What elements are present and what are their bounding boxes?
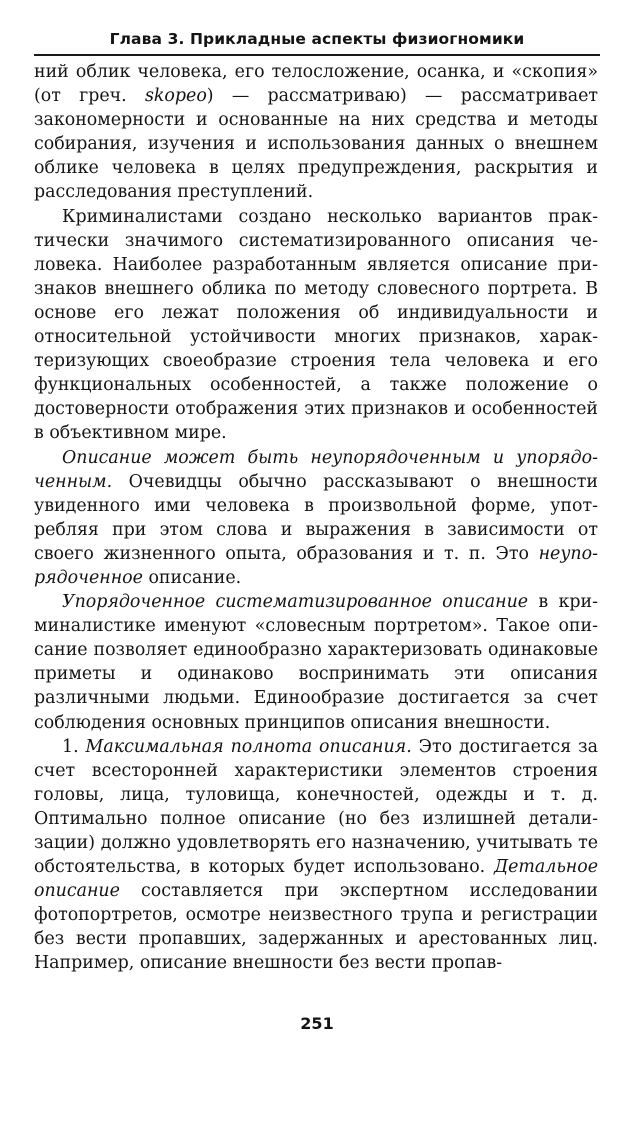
paragraph-2 xyxy=(34,205,598,446)
page-number: 251 xyxy=(300,1014,334,1033)
text-run-italic: Детальное описание xyxy=(34,857,598,902)
paragraph-5 xyxy=(34,735,598,976)
text-run: описание. xyxy=(142,567,242,588)
text-run: ) — рассматриваю) — рассматривает закономерности и основанные на них средства и методы собирания, изучения и использования данных о внешнем облике человека в целях предупреждения, раскрытия и расследования преступлений. xyxy=(34,86,598,203)
text-run: ний облик человека, его телосложение, осанка, и «скопия» (от греч. xyxy=(34,62,598,107)
text-run: Криминалистами создано несколько вариантов практически значимого систематизированного описания человека. Наиболее разработанным является описание признаков внешнего облика по методу словесного портрета. В основе его лежат положения об индивидуальности и относительной устойчивости многих признаков, характеризующих своеобразие строения тела человека и его функциональных особенностей, а также положение о достоверности отображения этих признаков и особенностей в объективном мире. xyxy=(34,206,598,444)
page-text xyxy=(34,60,598,976)
text-run-italic: Упорядоченное систематизированное описание xyxy=(62,592,529,613)
text-run: Это достигается за счет всесторонней характеристики элементов строения головы, лица, туловища, конечностей, одежды и т. д. Оптимально полное описание (но без излишней детализации) должно удовлетворять его назначению, учитывать те обстоятельства, в которых будет использовано. xyxy=(34,736,598,878)
header-rule xyxy=(34,54,600,56)
text-run-italic: Описание может быть неупорядоченным и упорядоченным. xyxy=(34,447,598,492)
paragraph-3 xyxy=(34,446,598,591)
running-header: Глава 3. Прикладные аспекты физиогномики xyxy=(109,30,525,48)
text-run-italic: skopeo xyxy=(144,86,207,107)
text-run: в криминалистике именуют «словесным портретом». Такое описание позволяет единообразно характеризовать одинаковые приметы и одинаково воспринимать эти описания различными людьми. Единообразие достигается за счет соблюдения основных принципов описания внешности. xyxy=(34,592,598,733)
paragraph-1 xyxy=(34,60,598,205)
paragraph-4 xyxy=(34,590,598,735)
text-run: Очевидцы обычно рассказывают о внешности увиденного ими человека в произвольной форме, употребляя при этом слова и выражения в зависимости от своего жизненного опыта, образования и т. п. Это xyxy=(34,471,598,564)
text-run-italic: неупорядоченное xyxy=(34,543,598,588)
text-run-italic: Максимальная полнота описания. xyxy=(85,736,412,757)
text-run: 1. xyxy=(62,736,86,757)
text-run: составляется при экспертном исследовании фотопортретов, осмотре неизвестного трупа и регистрации без вести пропавших, задержанных и арестованных лиц. Например, описание внешности без вести пропав- xyxy=(34,881,598,974)
